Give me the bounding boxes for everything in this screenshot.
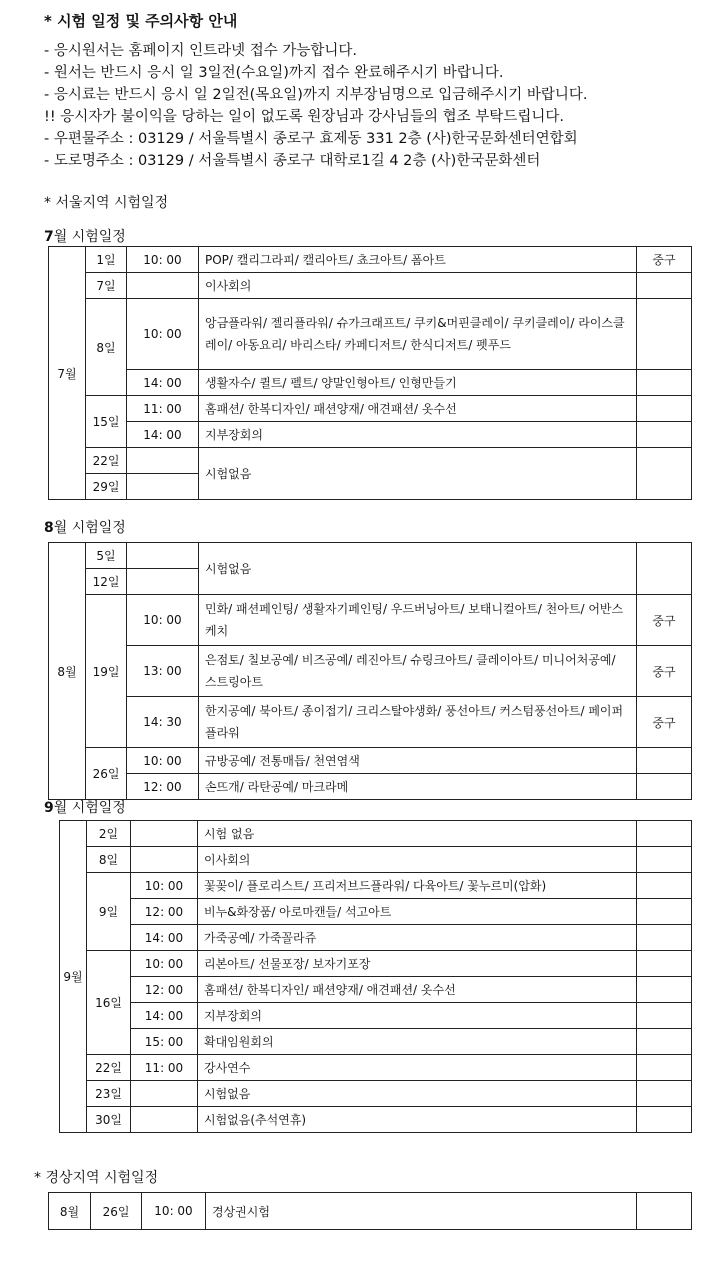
month-cell: 8월 (49, 1193, 91, 1230)
seoul-section-title: * 서울지역 시험일정 (44, 195, 169, 211)
subject-cell: 이사회의 (199, 273, 637, 299)
subject-cell: 은점토/ 칠보공예/ 비즈공예/ 레진아트/ 슈링크아트/ 클레이아트/ 미니어처공예/ 스트링아트 (199, 646, 637, 697)
gyeongsang-section-title: * 경상지역 시험일정 (34, 1170, 159, 1186)
location-cell: 중구 (637, 697, 692, 748)
location-cell: 중구 (637, 646, 692, 697)
subject-cell: 지부장회의 (199, 422, 637, 448)
day-cell: 26일 (86, 748, 127, 800)
subject-cell: 경상권시험 (206, 1193, 637, 1230)
day-cell: 29일 (86, 474, 127, 500)
subject-cell: 비누&화장품/ 아로마캔들/ 석고아트 (198, 899, 637, 925)
notice-list (44, 40, 588, 172)
day-cell: 5일 (86, 543, 127, 569)
time-cell: 10: 00 (127, 748, 199, 774)
day-cell: 30일 (87, 1107, 131, 1133)
time-cell: 14: 00 (131, 925, 198, 951)
july-title: 7월 시험일정 (44, 229, 126, 245)
subject-cell: 강사연수 (198, 1055, 637, 1081)
subject-cell: 시험없음 (199, 448, 637, 500)
time-cell: 12: 00 (131, 977, 198, 1003)
subject-cell: 지부장회의 (198, 1003, 637, 1029)
subject-cell: 이사회의 (198, 847, 637, 873)
time-cell: 14: 30 (127, 697, 199, 748)
subject-cell: 민화/ 패션페인팅/ 생활자기페인팅/ 우드버닝아트/ 보태니컬아트/ 천아트/ 어반스케치 (199, 595, 637, 646)
subject-cell: 한지공예/ 북아트/ 종이접기/ 크리스탈야생화/ 풍선아트/ 커스텀풍선아트/ 페이퍼플라워 (199, 697, 637, 748)
time-cell: 13: 00 (127, 646, 199, 697)
subject-cell: 리본아트/ 선물포장/ 보자기포장 (198, 951, 637, 977)
day-cell: 16일 (87, 951, 131, 1055)
month-cell: 8월 (49, 543, 86, 800)
subject-cell: POP/ 캘리그라피/ 캘리아트/ 쵸크아트/ 폼아트 (199, 247, 637, 273)
time-cell: 12: 00 (127, 774, 199, 800)
day-cell: 19일 (86, 595, 127, 748)
notice-item: - 응시원서는 홈페이지 인트라넷 접수 가능합니다. (44, 43, 358, 59)
time-cell: 12: 00 (131, 899, 198, 925)
location-cell: 중구 (637, 595, 692, 646)
day-cell: 1일 (86, 247, 127, 273)
day-cell: 22일 (86, 448, 127, 474)
time-cell: 10: 00 (127, 247, 199, 273)
subject-cell: 시험없음(추석연휴) (198, 1107, 637, 1133)
subject-cell: 앙금플라워/ 젤리플라워/ 슈가크래프트/ 쿠키&머핀클레이/ 쿠키클레이/ 라이스클레이/ 아동요리/ 바리스타/ 카페디저트/ 한식디저트/ 펫푸드 (199, 299, 637, 370)
subject-cell: 홈패션/ 한복디자인/ 패션양재/ 애견패션/ 옷수선 (199, 396, 637, 422)
time-cell: 14: 00 (127, 370, 199, 396)
notice-item: - 원서는 반드시 응시 일 3일전(수요일)까지 접수 완료해주시기 바랍니다. (44, 65, 504, 81)
day-cell: 12일 (86, 569, 127, 595)
page-header: * 시험 일정 및 주의사항 안내 (44, 12, 238, 30)
subject-cell: 손뜨개/ 라탄공예/ 마크라메 (199, 774, 637, 800)
subject-cell: 확대임원회의 (198, 1029, 637, 1055)
time-cell: 14: 00 (131, 1003, 198, 1029)
gyeongsang-schedule-table (48, 1192, 692, 1230)
postal-address: - 우편물주소 : 03129 / 서울특별시 종로구 효제동 331 2층 (사)한국문화센터연합회 (44, 131, 578, 147)
time-cell: 10: 00 (131, 873, 198, 899)
day-cell: 8일 (86, 299, 127, 396)
day-cell: 7일 (86, 273, 127, 299)
time-cell: 11: 00 (131, 1055, 198, 1081)
september-schedule-table (59, 820, 692, 1133)
subject-cell: 규방공예/ 전통매듭/ 천연염색 (199, 748, 637, 774)
month-cell: 9월 (60, 821, 87, 1133)
month-cell: 7월 (49, 247, 86, 500)
day-cell: 26일 (91, 1193, 142, 1230)
day-cell: 9일 (87, 873, 131, 951)
september-title: 9월 시험일정 (44, 800, 126, 816)
time-cell: 11: 00 (127, 396, 199, 422)
time-cell: 10: 00 (127, 299, 199, 370)
day-cell: 23일 (87, 1081, 131, 1107)
subject-cell: 시험없음 (198, 1081, 637, 1107)
subject-cell: 가죽공예/ 가죽꼴라쥬 (198, 925, 637, 951)
time-cell: 14: 00 (127, 422, 199, 448)
august-title: 8월 시험일정 (44, 520, 126, 536)
time-cell: 10: 00 (142, 1193, 206, 1230)
subject-cell: 시험없음 (199, 543, 637, 595)
day-cell: 8일 (87, 847, 131, 873)
day-cell: 15일 (86, 396, 127, 448)
july-schedule-table (48, 246, 692, 500)
subject-cell: 시험 없음 (198, 821, 637, 847)
notice-item: !! 응시자가 불이익을 당하는 일이 없도록 원장님과 강사님들의 협조 부탁드립니다. (44, 109, 564, 125)
location-cell: 중구 (637, 247, 692, 273)
day-cell: 2일 (87, 821, 131, 847)
subject-cell: 홈패션/ 한복디자인/ 패션양재/ 애견패션/ 옷수선 (198, 977, 637, 1003)
notice-item: - 응시료는 반드시 응시 일 2일전(목요일)까지 지부장님명으로 입금해주시기 바랍니다. (44, 87, 588, 103)
august-schedule-table (48, 542, 692, 800)
time-cell: 10: 00 (131, 951, 198, 977)
time-cell: 10: 00 (127, 595, 199, 646)
subject-cell: 생활자수/ 퀼트/ 펠트/ 양말인형아트/ 인형만들기 (199, 370, 637, 396)
day-cell: 22일 (87, 1055, 131, 1081)
time-cell: 15: 00 (131, 1029, 198, 1055)
subject-cell: 꽃꽂이/ 플로리스트/ 프리저브드플라워/ 다육아트/ 꽃누르미(압화) (198, 873, 637, 899)
road-address: - 도로명주소 : 03129 / 서울특별시 종로구 대학로1길 4 2층 (사)한국문화센터 (44, 153, 541, 169)
